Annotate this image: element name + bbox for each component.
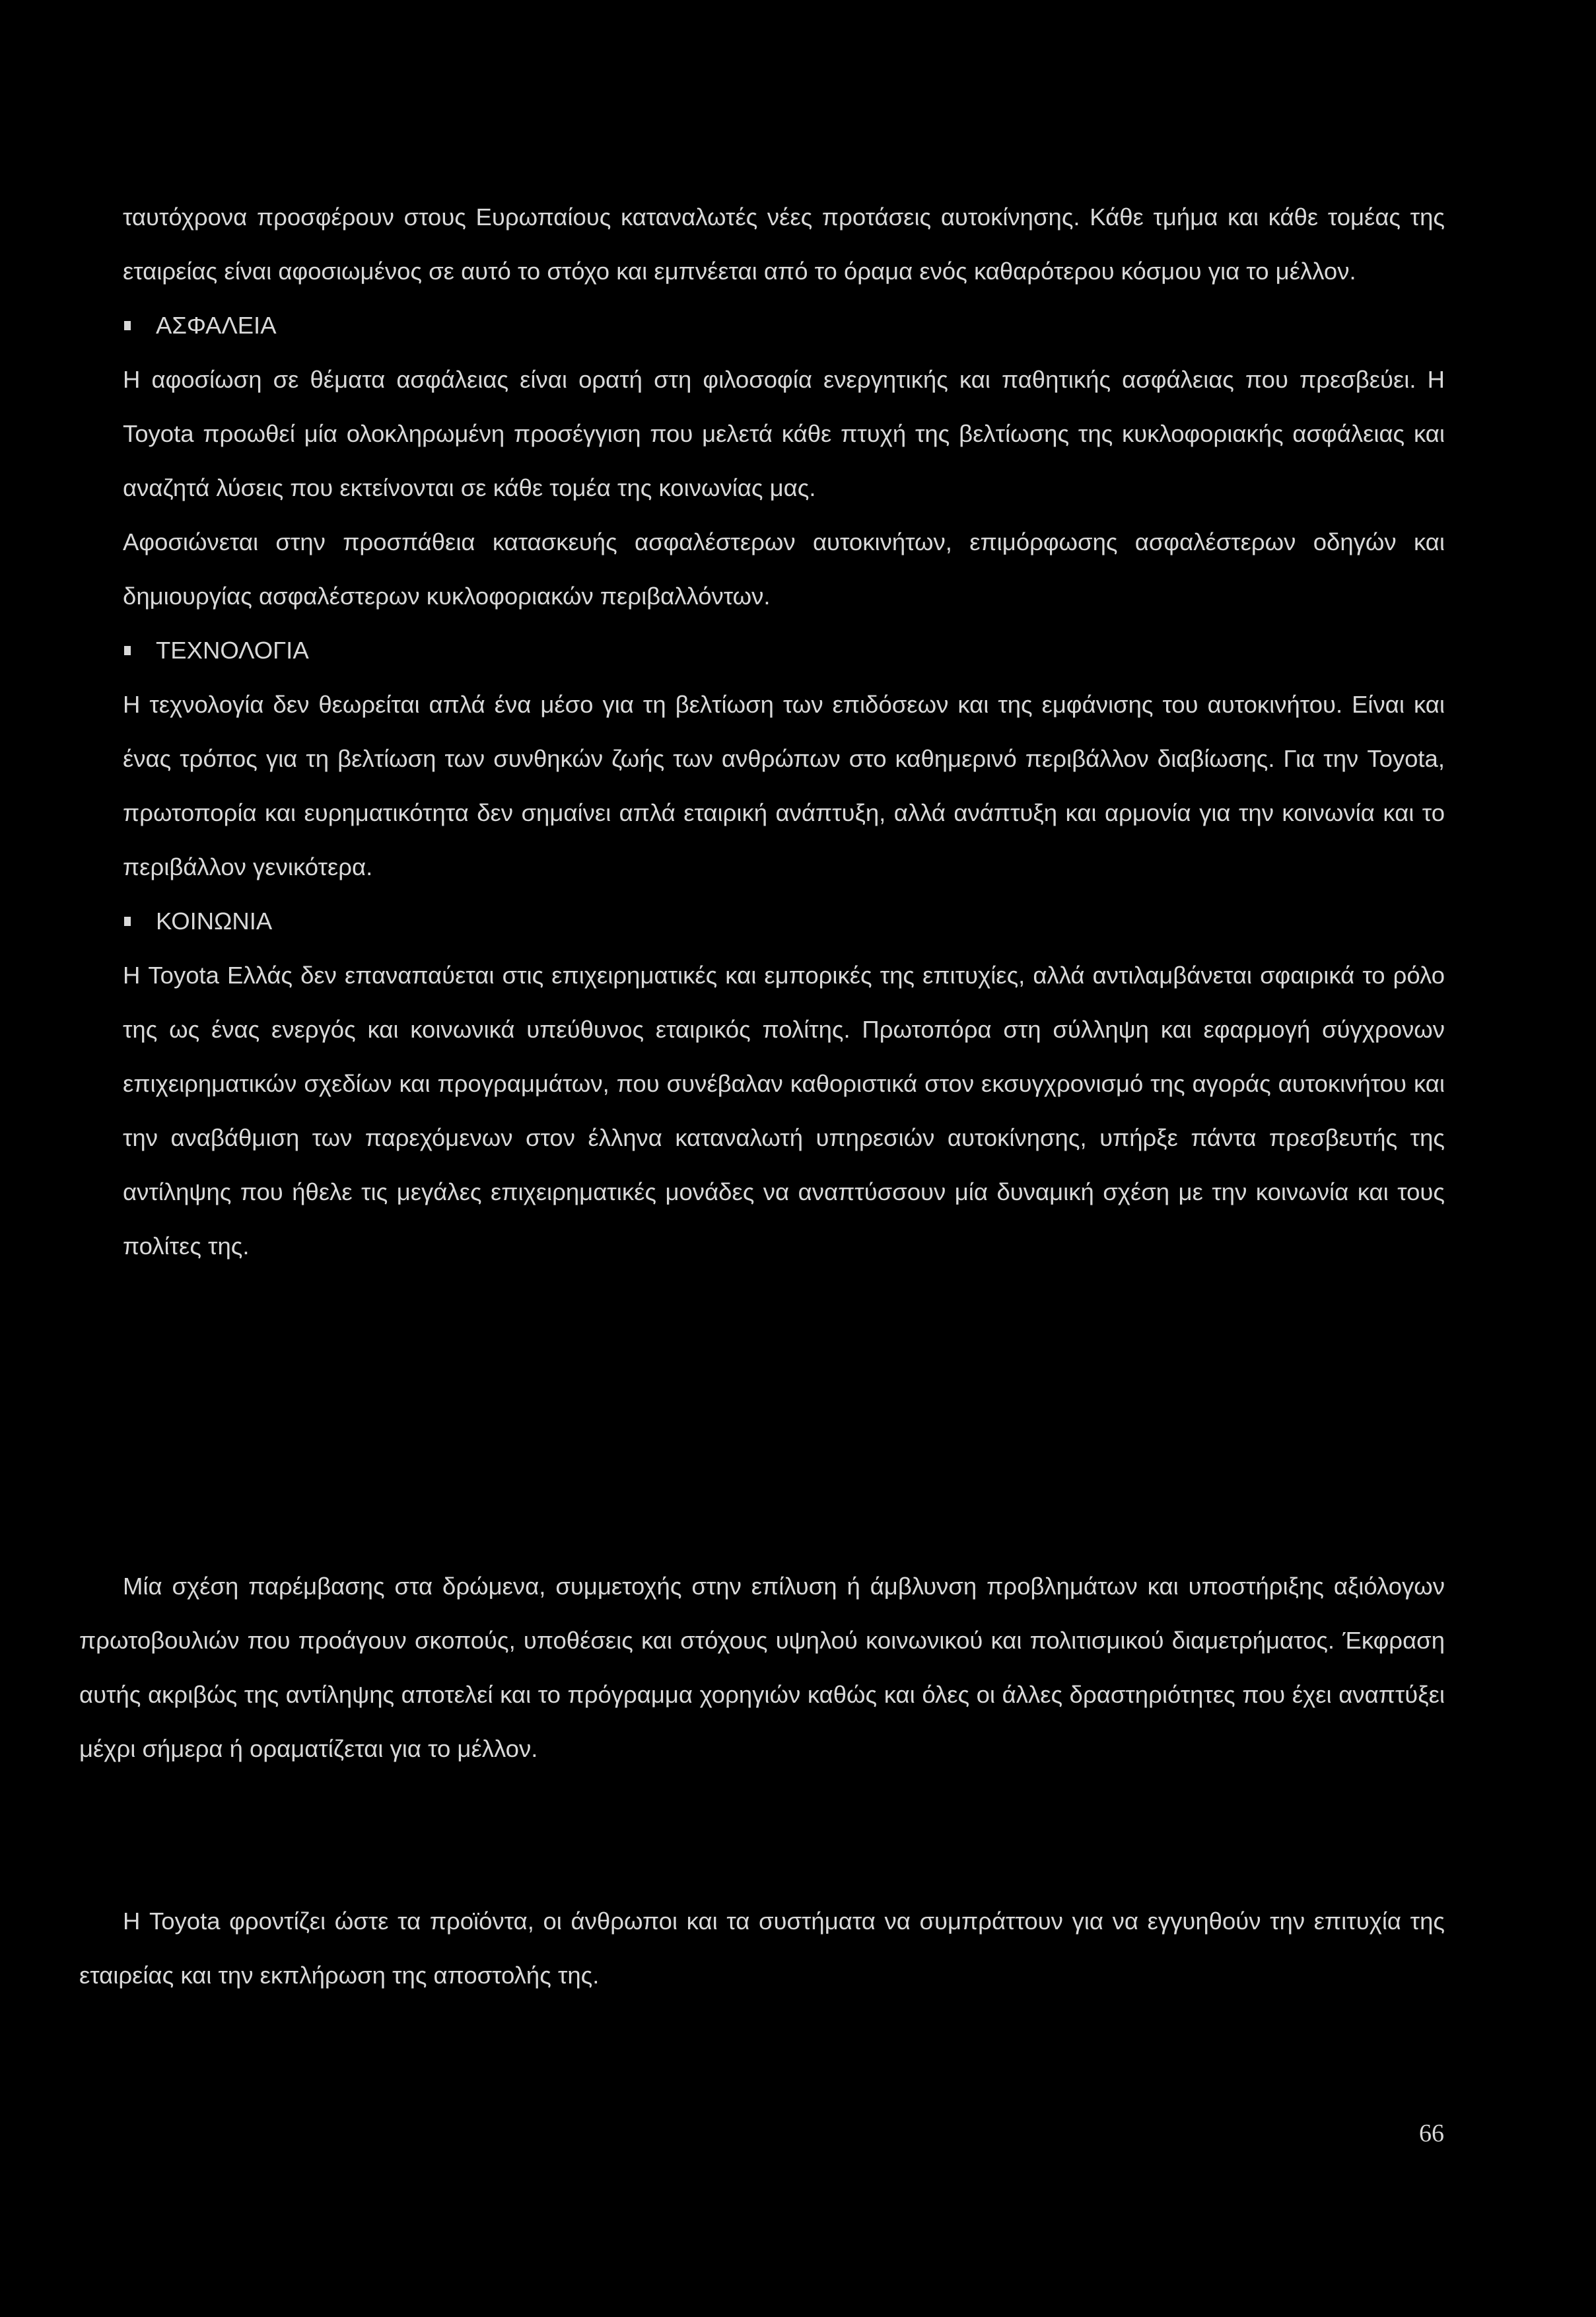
section-heading-label: ΤΕΧΝΟΛΟΓΙΑ	[156, 637, 309, 664]
safety-paragraph-1: Η αφοσίωση σε θέματα ασφάλειας είναι ορατή στη φιλοσοφία ενεργητικής και παθητικής ασφάλειας που πρεσβεύει. Η Toyota προωθεί μία ολοκληρωμένη προσέγγιση που μελετά κάθε πτυχή της βελτίωσης της κυκλοφοριακής ασφάλειας και αναζητά λύσεις που εκτείνονται σε κάθε τομέα της κοινωνίας μας.	[123, 366, 1445, 501]
final-text-block	[79, 1894, 1445, 2003]
section-heading-label: ΑΣΦΑΛΕΙΑ	[156, 312, 277, 339]
main-text-block	[123, 190, 1445, 1273]
technology-paragraph: Η τεχνολογία δεν θεωρείται απλά ένα μέσο για τη βελτίωση των επιδόσεων και της εμφάνισης του αυτοκινήτου. Είναι και ένας τρόπος για τη βελτίωση των συνθηκών ζωής των ανθρώπων στο καθημερινό περιβάλλον διαβίωσης. Για την Toyota, πρωτοπορία και ευρηματικότητα δεν σημαίνει απλά εταιρική ανάπτυξη, αλλά ανάπτυξη και αρμονία για την κοινωνία και το περιβάλλον γενικότερα.	[123, 691, 1445, 880]
square-bullet-icon	[124, 321, 131, 330]
intro-paragraph: ταυτόχρονα προσφέρουν στους Ευρωπαίους καταναλωτές νέες προτάσεις αυτοκίνησης. Κάθε τμήμα και κάθε τομέας της εταιρείας είναι αφοσιωμένος σε αυτό το στόχο και εμπνέεται από το όραμα ενός καθαρότερου κόσμου για το μέλλον.	[123, 203, 1445, 285]
square-bullet-icon	[124, 646, 131, 655]
closing-paragraph: Μία σχέση παρέμβασης στα δρώμενα, συμμετοχής στην επίλυση ή άμβλυνση προβλημάτων και υποστήριξης αξιόλογων πρωτοβουλιών που προάγουν σκοπούς, υποθέσεις και στόχους υψηλού κοινωνικού και πολιτισμικού διαμετρήματος. Έκφραση αυτής ακριβώς της αντίληψης αποτελεί και το πρόγραμμα χορηγιών καθώς και όλες οι άλλες δραστηριότητες που έχει αναπτύξει μέχρι σήμερα ή οραματίζεται για το μέλλον.	[79, 1573, 1445, 1762]
section-heading-safety	[123, 299, 1445, 353]
society-paragraph: Η Toyota Ελλάς δεν επαναπαύεται στις επιχειρηματικές και εμπορικές της επιτυχίες, αλλά αντιλαμβάνεται σφαιρικά το ρόλο της ως ένας ενεργός και κοινωνικά υπεύθυνος εταιρικός πολίτης. Πρωτοπόρα στη σύλληψη και εφαρμογή σύγχρονων επιχειρηματικών σχεδίων και προγραμμάτων, που συνέβαλαν καθοριστικά στον εκσυγχρονισμό της αγοράς αυτοκινήτου και την αναβάθμιση των παρεχόμενων στον έλληνα καταναλωτή υπηρεσιών αυτοκίνησης, υπήρξε πάντα πρεσβευτής της αντίληψης που ήθελε τις μεγάλες επιχειρηματικές μονάδες να αναπτύσσουν μία δυναμική σχέση με την κοινωνία και τους πολίτες της.	[123, 962, 1445, 1260]
section-heading-society	[123, 894, 1445, 948]
final-paragraph: Η Toyota φροντίζει ώστε τα προϊόντα, οι άνθρωποι και τα συστήματα να συμπράττουν για να εγγυηθούν την επιτυχία της εταιρείας και την εκπλήρωση της αποστολής της.	[79, 1907, 1445, 1989]
closing-text-block	[79, 1559, 1445, 1776]
section-heading-label: ΚΟΙΝΩΝΙΑ	[156, 908, 273, 935]
page-number: 66	[1419, 2120, 1444, 2147]
square-bullet-icon	[124, 917, 131, 926]
section-heading-technology	[123, 624, 1445, 678]
safety-paragraph-2: Αφοσιώνεται στην προσπάθεια κατασκευής ασφαλέστερων αυτοκινήτων, επιμόρφωσης ασφαλέστερων οδηγών και δημιουργίας ασφαλέστερων κυκλοφοριακών περιβαλλόντων.	[123, 528, 1445, 610]
